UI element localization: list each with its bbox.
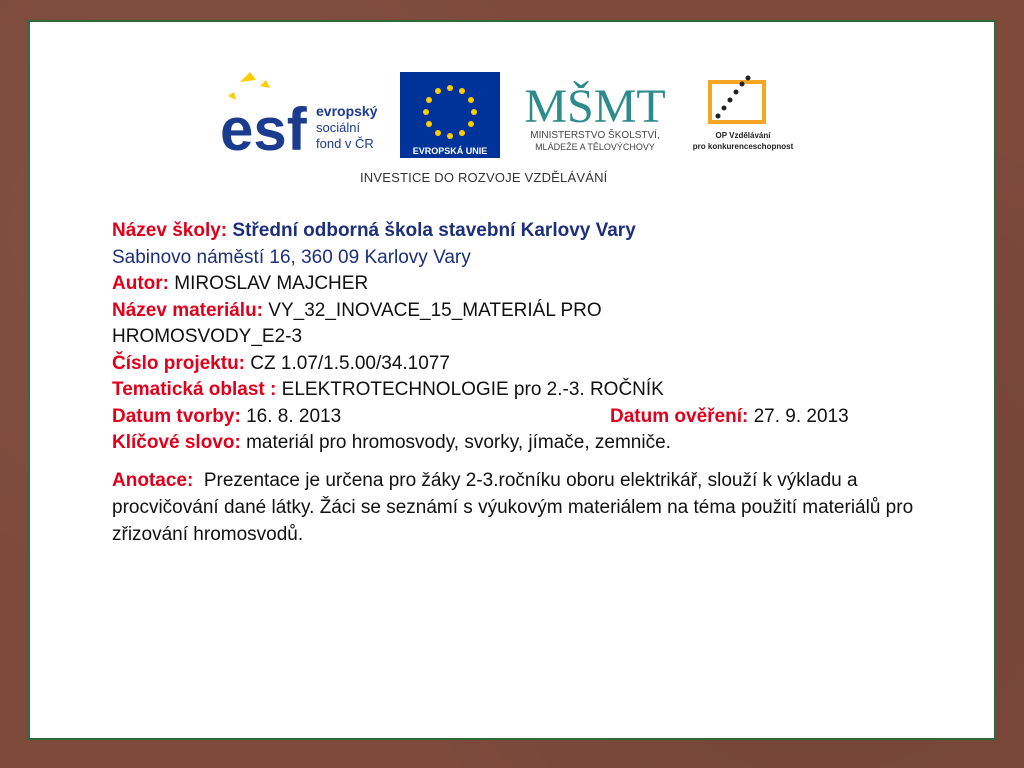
school-label: Název školy: [112, 220, 228, 241]
slide [28, 20, 996, 740]
school-name: Střední odborná škola stavební Karlovy Vary [232, 220, 636, 241]
created-label: Datum tvorby: [112, 405, 241, 427]
material-value-2: HROMOSVODY_E2-3 [112, 326, 303, 347]
op-vzdelavani-logo [688, 70, 798, 160]
material-line [112, 298, 962, 325]
eu-caption: EVROPSKÁ UNIE [412, 146, 488, 156]
author-value: MIROSLAV MAJCHER [174, 273, 369, 294]
annotation-text: Prezentace je určena pro žáky 2-3.ročníku oboru elektrikář, slouží k výkladu a procvičování dané látky. Žáci se seznámí s výukovým materiálem na téma použití materiálů pro zřizování hromosvodů. [112, 469, 914, 545]
topic-line [112, 377, 962, 404]
annotation-label: Anotace: [112, 469, 194, 491]
annotation [112, 467, 952, 548]
keywords-value: materiál pro hromosvody, svorky, jímače, zemniče. [246, 432, 671, 453]
esf-line2: sociální [316, 120, 361, 135]
msmt-mark: MŠMT [524, 80, 666, 133]
keywords-label: Klíčové slovo: [112, 432, 241, 453]
author-line [112, 271, 962, 298]
esf-logo [220, 70, 390, 160]
dates-line [112, 404, 962, 431]
material-value-1: VY_32_INOVACE_15_MATERIÁL PRO [268, 299, 602, 321]
project-label: Číslo projektu: [112, 352, 246, 374]
esf-line1: evropský [316, 103, 378, 119]
verified-group [610, 404, 849, 431]
topic-label: Tematická oblast : [112, 379, 277, 400]
tagline: INVESTICE DO ROZVOJE VZDĚLÁVÁNÍ [360, 170, 608, 185]
esf-mark: esf [220, 96, 307, 160]
esf-line3: fond v ČR [316, 136, 374, 151]
material-label: Název materiálu: [112, 299, 264, 321]
school-line [112, 218, 962, 245]
verified-label: Datum ověření: [610, 405, 749, 427]
logo-strip [220, 70, 820, 210]
topic-value: ELEKTROTECHNOLOGIE pro 2.-3. ROČNÍK [281, 379, 664, 400]
project-value: CZ 1.07/1.5.00/34.1077 [250, 352, 450, 374]
op-line2: pro konkurenceschopnost [692, 142, 794, 151]
author-label: Autor: [112, 273, 169, 294]
created-value: 16. 8. 2013 [246, 405, 342, 427]
keywords-line [112, 430, 962, 457]
msmt-line2: MLÁDEŽE A TĚLOVÝCHOVY [535, 142, 655, 152]
school-address: Sabinovo náměstí 16, 360 09 Karlovy Vary [112, 246, 471, 268]
verified-value: 27. 9. 2013 [753, 405, 849, 427]
msmt-line1: MINISTERSTVO ŠKOLSTVÍ, [530, 130, 660, 141]
info-block [112, 218, 962, 548]
project-line [112, 351, 962, 378]
eu-flag-logo [400, 72, 500, 158]
msmt-logo [510, 70, 680, 160]
op-line1: OP Vzdělávání [715, 131, 771, 140]
